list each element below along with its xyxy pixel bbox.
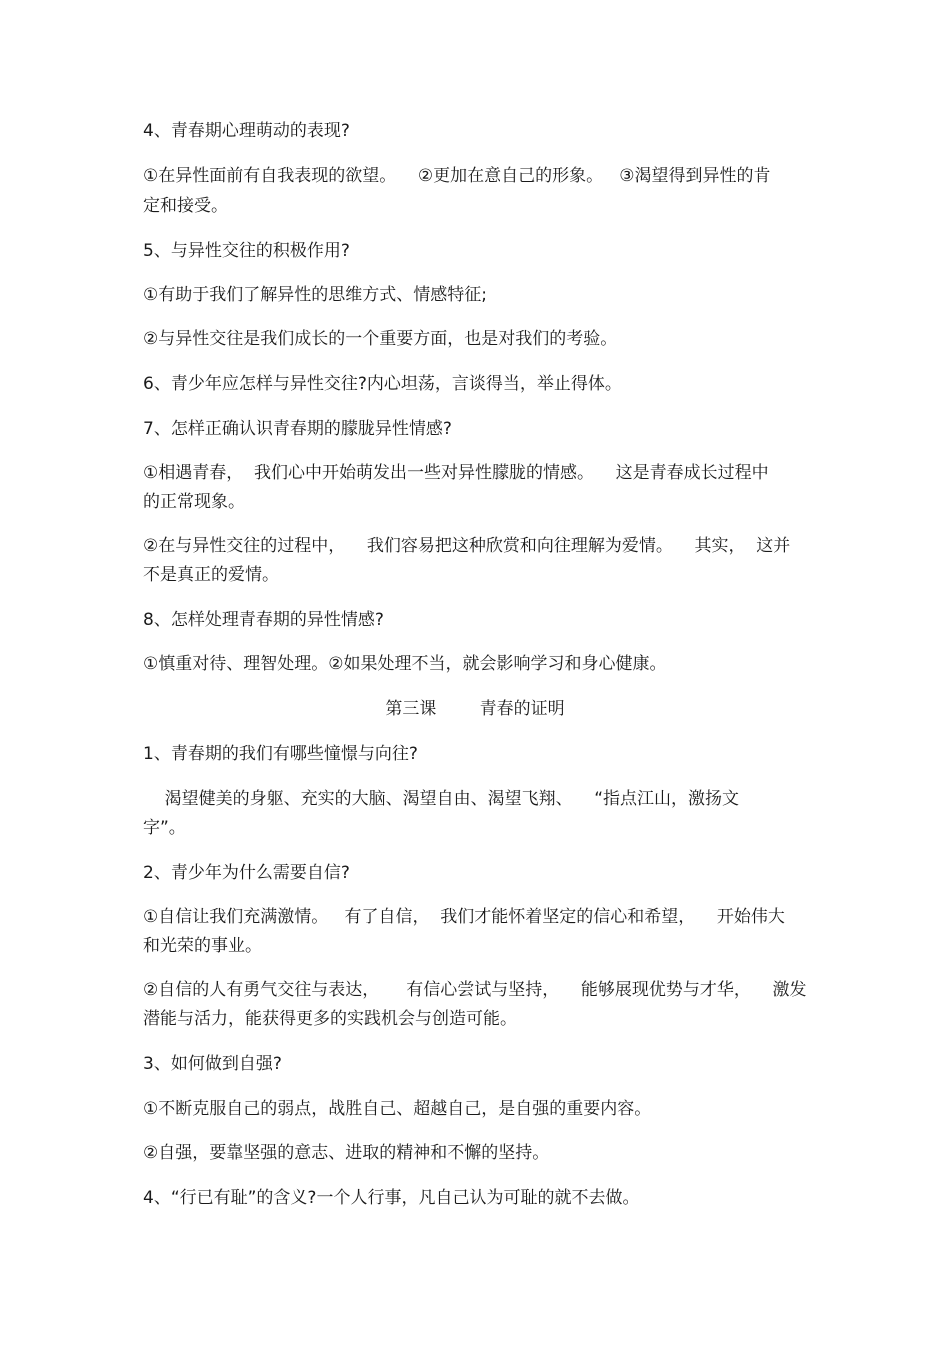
lesson-answer-3-point-1: ①不断克服自己的弱点，战胜自己、超越自己，是自强的重要内容。: [143, 1099, 652, 1119]
question-7: 7、怎样正确认识青春期的朦胧异性情感?: [143, 419, 452, 439]
answer-7-point-2-line-1: ②在与异性交往的过程中， 我们容易把这种欣赏和向往理解为爱情。 其实， 这并: [143, 536, 791, 556]
lesson-question-1: 1、青春期的我们有哪些憧憬与向往?: [143, 744, 418, 764]
answer-5-point-1: ①有助于我们了解异性的思维方式、情感特征;: [143, 285, 487, 305]
lesson-heading: 第三课 青春的证明: [385, 699, 565, 719]
lesson-answer-2-point-2-line-1: ②自信的人有勇气交往与表达， 有信心尝试与坚持， 能够展现优势与才华， 激发: [143, 980, 807, 1000]
answer-5-point-2: ②与异性交往是我们成长的一个重要方面，也是对我们的考验。: [143, 329, 618, 349]
answer-7-point-2-line-2: 不是真正的爱情。: [143, 565, 279, 585]
question-8: 8、怎样处理青春期的异性情感?: [143, 610, 384, 630]
lesson-question-3: 3、如何做到自强?: [143, 1054, 282, 1074]
lesson-answer-2-point-2-line-2: 潜能与活力，能获得更多的实践机会与创造可能。: [143, 1009, 517, 1029]
answer-4-line-1: ①在异性面前有自我表现的欲望。 ②更加在意自己的形象。 ③渴望得到异性的肯: [143, 166, 771, 186]
question-5: 5、与异性交往的积极作用?: [143, 241, 350, 261]
lesson-answer-1-line-2: 字”。: [143, 818, 186, 838]
lesson-answer-2-point-1-line-2: 和光荣的事业。: [143, 936, 262, 956]
answer-7-point-1-line-1: ①相遇青春， 我们心中开始萌发出一些对异性朦胧的情感。 这是青春成长过程中: [143, 463, 769, 483]
question-4: 4、青春期心理萌动的表现?: [143, 121, 350, 141]
lesson-answer-1-line-1: 渴望健美的身躯、充实的大脑、渴望自由、渴望飞翔、 “指点江山，激扬文: [143, 789, 740, 809]
answer-7-point-1-line-2: 的正常现象。: [143, 492, 245, 512]
lesson-question-2: 2、青少年为什么需要自信?: [143, 863, 350, 883]
answer-4-line-2: 定和接受。: [143, 196, 228, 216]
answer-8: ①慎重对待、理智处理。②如果处理不当，就会影响学习和身心健康。: [143, 654, 667, 674]
question-6: 6、青少年应怎样与异性交往?内心坦荡，言谈得当，举止得体。: [143, 374, 622, 394]
lesson-answer-3-point-2: ②自强，要靠坚强的意志、进取的精神和不懈的坚持。: [143, 1143, 550, 1163]
lesson-answer-2-point-1-line-1: ①自信让我们充满激情。 有了自信， 我们才能怀着坚定的信心和希望， 开始伟大: [143, 907, 785, 927]
lesson-question-4: 4、“行已有耻”的含义?一个人行事，凡自己认为可耻的就不去做。: [143, 1188, 640, 1208]
